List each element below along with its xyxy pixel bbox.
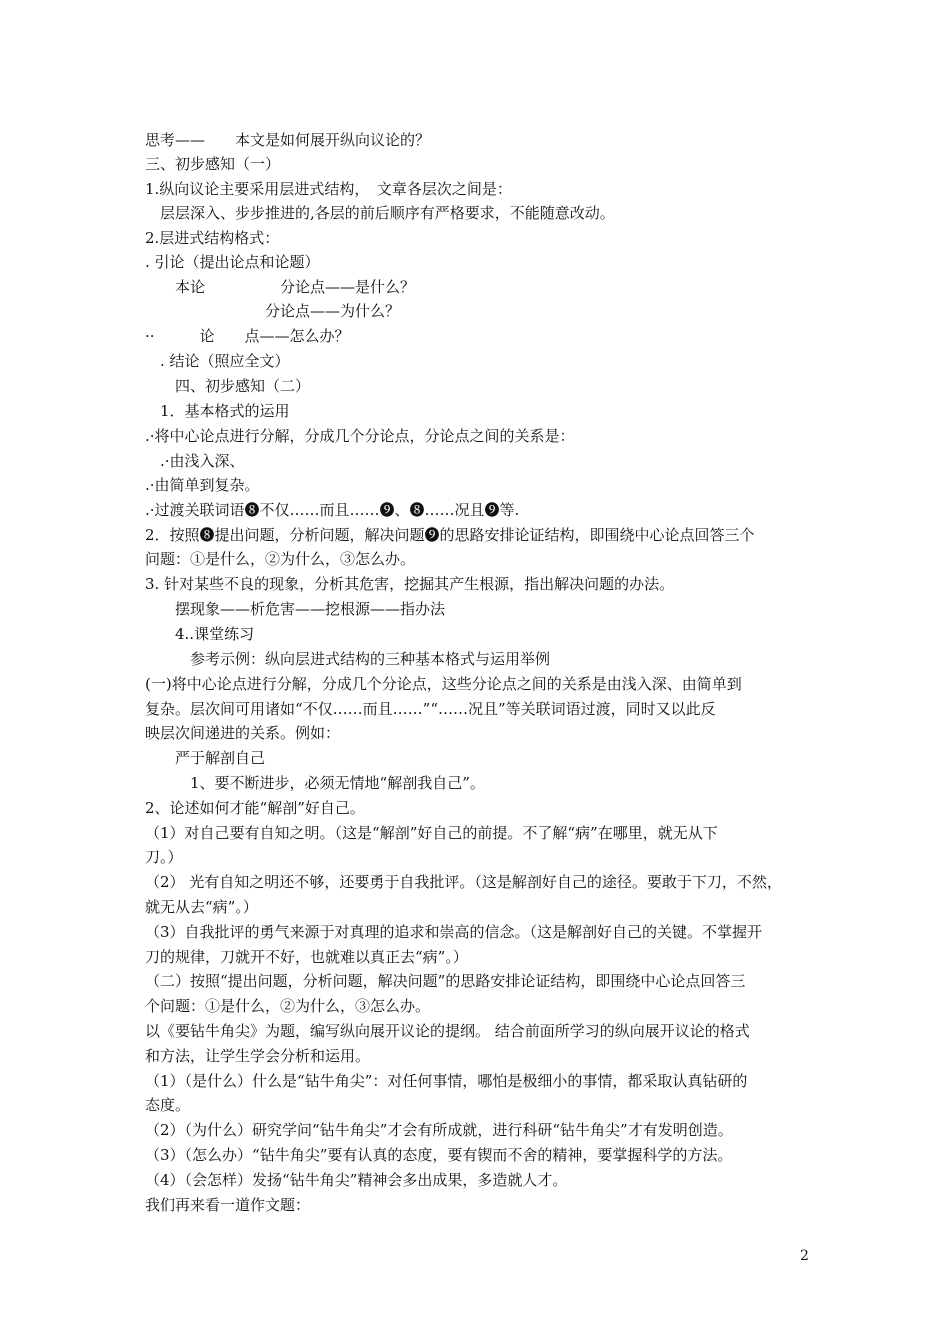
text-line: (一)将中心论点进行分解，分成几个分论点，这些分论点之间的关系是由浅入深、由简单到 <box>145 675 742 693</box>
text-line: 2、论述如何才能“解剖”好自己。 <box>145 799 365 817</box>
text-line: （2）（为什么）研究学问“钻牛角尖”才会有所成就，进行科研“钻牛角尖”才有发明创造。 <box>145 1121 733 1139</box>
text-line: 4..课堂练习 <box>145 625 255 643</box>
text-line: . 结论（照应全文） <box>145 352 290 370</box>
text-line: （4）（会怎样）发扬“钻牛角尖”精神会多出成果，多造就人才。 <box>145 1171 568 1189</box>
text-line: （2） 光有自知之明还不够，还要勇于自我批评。（这是解剖好自己的途径。要敢于下刀，不然， <box>145 873 782 891</box>
text-line: 分论点——为什么？ <box>145 302 401 320</box>
section-heading: 四、初步感知（二） <box>145 377 311 395</box>
text-line: .·由简单到复杂。 <box>145 476 260 494</box>
text-line: 本论 分论点——是什么？ <box>145 278 416 296</box>
text-line: （二）按照“提出问题，分析问题，解决问题”的思路安排论证结构，即围绕中心论点回答三 <box>145 972 746 990</box>
text-line: .·过渡关联词语❽不仅……而且……❾、❽……况且❾等. <box>145 501 520 519</box>
text-line: （1）（是什么）什么是“钻牛角尖”：对任何事情，哪怕是极细小的事情，都采取认真钻研的 <box>145 1072 748 1090</box>
text-line: 个问题：①是什么，②为什么，③怎么办。 <box>145 997 431 1015</box>
text-line: 1．基本格式的运用 <box>145 402 290 420</box>
text-line: （3）自我批评的勇气来源于对真理的追求和崇高的信念。（这是解剖好自己的关键。不掌握开 <box>145 923 763 941</box>
text-line: 态度。 <box>145 1096 191 1114</box>
section-heading: 三、初步感知（一） <box>145 155 281 173</box>
text-line: 摆现象——析危害——挖根源——指办法 <box>145 600 446 618</box>
text-line: 1、要不断进步，必须无情地“解剖我自己”。 <box>145 774 485 792</box>
text-line: 就无从去“病”。） <box>145 898 258 916</box>
text-line: ·· 论 点——怎么办？ <box>145 327 350 345</box>
text-line: . 引论（提出论点和论题） <box>145 253 320 271</box>
text-line: .·将中心论点进行分解，分成几个分论点，分论点之间的关系是： <box>145 427 575 445</box>
text-line: 问题：①是什么，②为什么，③怎么办。 <box>145 550 416 568</box>
text-line: 复杂。层次间可用诸如“不仅……而且……”“……况且”等关联词语过渡，同时又以此反 <box>145 700 716 718</box>
text-line: 2.层进式结构格式： <box>145 229 280 247</box>
text-line: 参考示例：纵向层进式结构的三种基本格式与运用举例 <box>145 650 551 668</box>
text-line: 以《要钻牛角尖》为题，编写纵向展开议论的提纲。 结合前面所学习的纵向展开议论的格式 <box>145 1022 750 1040</box>
text-line: .·由浅入深、 <box>145 452 245 470</box>
text-line: 映层次间递进的关系。例如： <box>145 724 341 742</box>
text-line: 和方法，让学生学会分析和运用。 <box>145 1047 371 1065</box>
text-line: 3. 针对某些不良的现象，分析其危害，挖掘其产生根源，指出解决问题的办法。 <box>145 575 675 593</box>
text-line: 层层深入、步步推进的,各层的前后顺序有严格要求，不能随意改动。 <box>145 204 615 222</box>
text-line: （3）（怎么办）“钻牛角尖”要有认真的态度，要有锲而不舍的精神，要掌握科学的方法。 <box>145 1146 733 1164</box>
text-line: 1.纵向议论主要采用层进式结构， 文章各层次之间是： <box>145 180 512 198</box>
text-line: 我们再来看一道作文题： <box>145 1196 311 1214</box>
text-line: 严于解剖自己 <box>145 749 266 767</box>
page-number: 2 <box>800 1248 809 1264</box>
text-line: 刀的规律，刀就开不好，也就难以真正去“病”。） <box>145 948 468 966</box>
text-line: （1）对自己要有自知之明。（这是“解剖”好自己的前提。不了解“病”在哪里，就无从下 <box>145 824 718 842</box>
text-line: 2．按照❽提出问题，分析问题，解决问题❾的思路安排论证结构，即围绕中心论点回答三个 <box>145 526 755 544</box>
text-line: 思考—— 本文是如何展开纵向议论的？ <box>145 131 431 149</box>
text-line: 刀。） <box>145 848 183 866</box>
